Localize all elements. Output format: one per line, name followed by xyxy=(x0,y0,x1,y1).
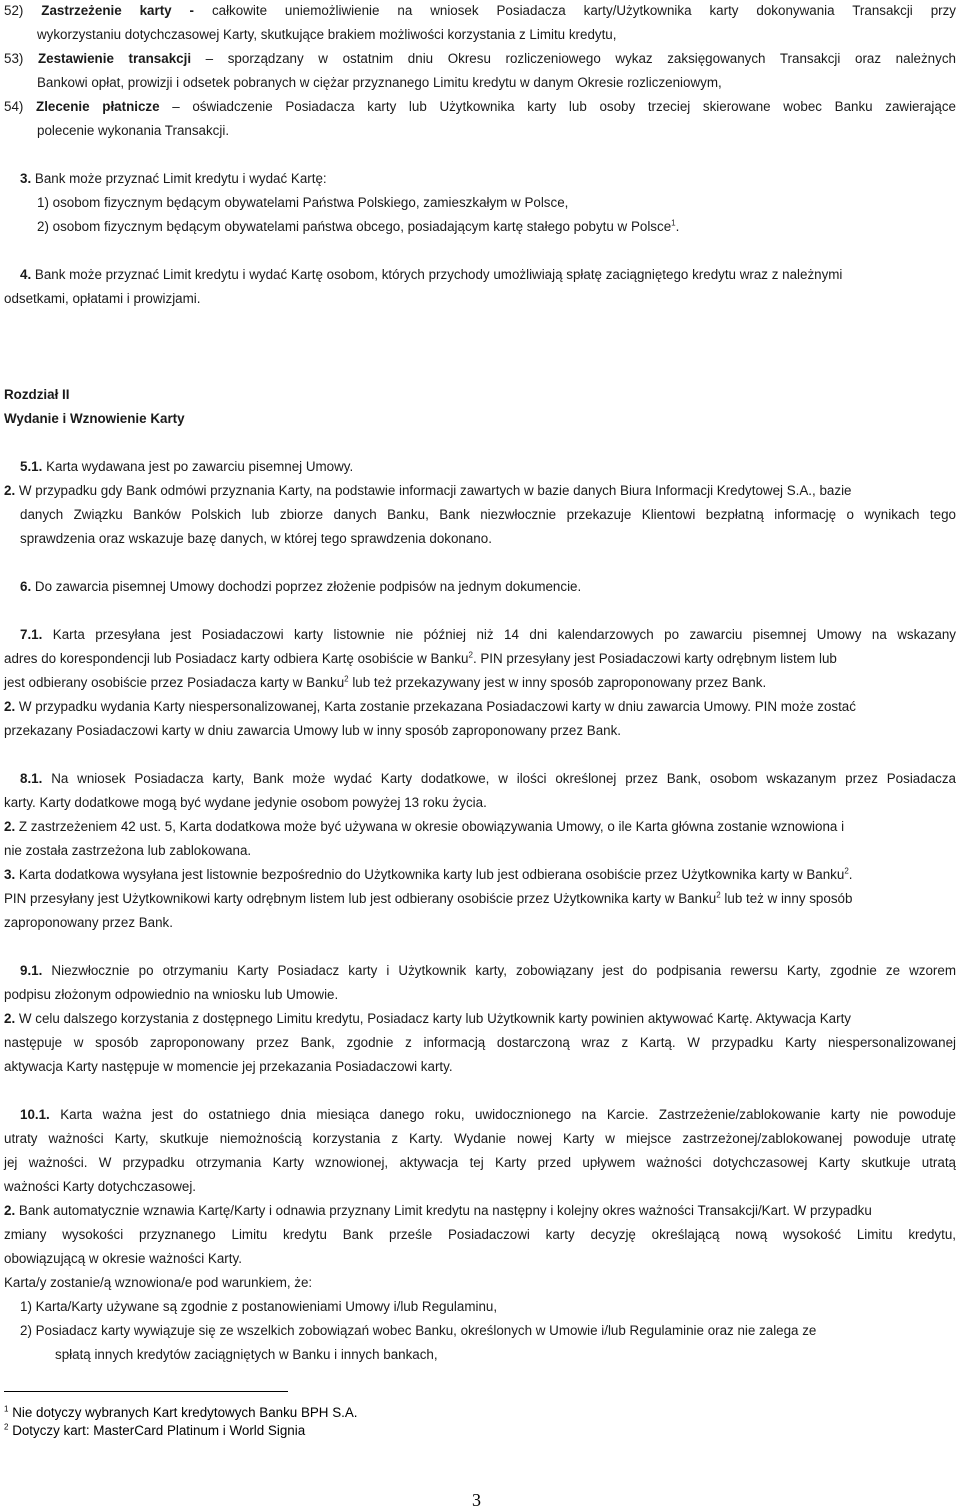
section-10-2-line-3: obowiązującą w okresie ważności Karty. xyxy=(4,1251,242,1266)
section-10-2-line-2: zmiany wysokości przyznanego Limitu kredytu Bank prześle Posiadaczowi karty decyzję określającą nową wysokość Limitu kredytu, xyxy=(4,1227,956,1242)
section-text: Niezwłocznie po otrzymaniu Karty Posiadacz karty i Użytkownik karty, zobowiązany jest do podpisania rewersu Karty, zgodnie ze wzorem xyxy=(51,963,956,978)
section-7-1-line-2 xyxy=(4,650,956,668)
definition-number: 54) xyxy=(4,99,24,114)
section-9-2-line-1 xyxy=(4,1010,956,1028)
section-5-2-line-2: danych Związku Banków Polskich lub zbiorze danych Banku, Bank niezwłocznie przekazuje Klientowi bezpłatną informację o wynikach tego xyxy=(20,507,956,522)
condition-2-line-1: 2) Posiadacz karty wywiązuje się ze wszelkich zobowiązań wobec Banku, określonych w Umowie i/lub Regulaminie oraz nie zalega ze xyxy=(20,1323,817,1338)
section-text: Do zawarcia pisemnej Umowy dochodzi poprzez złożenie podpisów na jednym dokumencie. xyxy=(34,579,582,594)
section-4-line-2: odsetkami, opłatami i prowizjami. xyxy=(4,291,201,306)
section-9-2-line-2: następuje w sposób zaproponowany przez Bank, zgodnie z informacją dostarczoną wraz z Kartą. W przypadku Karty niespersonalizowanej xyxy=(4,1035,956,1050)
footnote-text: Dotyczy kart: MasterCard Platinum i World Signia xyxy=(12,1423,306,1438)
footnote-ref: 2 xyxy=(344,674,349,684)
section-10-1-line-4: ważności Karty dotychczasowej. xyxy=(4,1179,197,1194)
definition-52-line-1 xyxy=(4,2,956,20)
definition-53-line-2: Bankowi opłat, prowizji i odsetek pobranych w ciężar przyznanego Limitu kredytu w danym Okresie rozliczeniowym, xyxy=(37,75,722,90)
section-text: Bank automatycznie wznawia Kartę/Karty i odnawia przyznany Limit kredytu na następny i kolejny okres ważności Transakcji/Kart. W przypadku xyxy=(18,1203,872,1218)
definition-54-line-2: polecenie wykonania Transakcji. xyxy=(37,123,230,138)
section-9-1-line-1 xyxy=(20,962,956,980)
section-number: 9.1. xyxy=(20,963,43,978)
footnote-ref: 1 xyxy=(671,218,676,228)
section-10-1-line-2: utraty ważności Karty, skutkuje niemożnością korzystania z Karty. Wydanie nowej Karty w miejsce zastrzeżonej/zablokowanej powoduje utratę xyxy=(4,1131,956,1146)
section-5-2-line-1 xyxy=(4,482,956,500)
section-text: jest odbierany osobiście przez Posiadacza karty w Banku xyxy=(4,675,345,690)
section-text: Karta ważna jest do ostatniego dnia miesiąca danego roku, uwidocznionego na Karcie. Zastrzeżenie/zablokowanie karty nie powoduje xyxy=(60,1107,956,1122)
section-number: 2. xyxy=(4,699,16,714)
footnote-ref: 2 xyxy=(844,866,849,876)
footnote-separator xyxy=(4,1391,288,1392)
definition-text: – sporządzany w ostatnim dniu Okresu rozliczeniowego wykaz zaksięgowanych Transakcji oraz należnych xyxy=(205,51,956,66)
section-number: 7.1. xyxy=(20,627,43,642)
definition-text: – oświadczenie Posiadacza karty lub Użytkownika karty lub osoby trzeciej skierowane wobec Banku zawierające xyxy=(172,99,956,114)
section-8-2-line-2: nie została zastrzeżona lub zablokowana. xyxy=(4,843,252,858)
section-3-intro xyxy=(20,170,956,188)
section-10-1-line-1 xyxy=(20,1106,956,1124)
condition-1: 1) Karta/Karty używane są zgodnie z postanowieniami Umowy i/lub Regulaminu, xyxy=(20,1299,498,1314)
footnote-mark: 2 xyxy=(4,1422,9,1432)
section-text: lub też w inny sposób xyxy=(720,891,853,906)
section-6 xyxy=(20,578,956,596)
definition-number: 52) xyxy=(4,3,24,18)
section-7-2-line-2: przekazany Posiadaczowi karty w dniu zawarcia Umowy lub w inny sposób zaproponowany przez Bank. xyxy=(4,723,622,738)
section-5-1 xyxy=(20,458,956,476)
section-10-2-line-4: Karta/y zostanie/ą wznowiona/e pod warunkiem, że: xyxy=(4,1275,313,1290)
section-5-2-line-3: sprawdzenia oraz wskazuje bazę danych, w której tego sprawdzenia dokonano. xyxy=(20,531,492,546)
section-text: Na wniosek Posiadacza karty, Bank może wydać Karty dodatkowe, w ilości określonej przez Bank, osobom wskazanym przez Posiadacza xyxy=(51,771,956,786)
section-8-1-line-1 xyxy=(20,770,956,788)
definition-term: Zestawienie transakcji xyxy=(37,51,192,66)
condition-2-line-2: spłatą innych kredytów zaciągniętych w Banku i innych bankach, xyxy=(55,1347,438,1362)
section-number: 2. xyxy=(4,1011,16,1026)
chapter-subtitle: Wydanie i Wznowienie Karty xyxy=(4,411,185,426)
section-number: 2. xyxy=(4,1203,16,1218)
definition-number: 53) xyxy=(4,51,24,66)
section-text: PIN przesyłany jest Użytkownikowi karty odrębnym listem lub jest odbierany osobiście przez Użytkownika karty w Banku xyxy=(4,891,717,906)
section-7-1-line-1 xyxy=(20,626,956,644)
section-text: Bank może przyznać Limit kredytu i wydać Kartę: xyxy=(34,171,327,186)
section-8-3-line-3: zaproponowany przez Bank. xyxy=(4,915,173,930)
section-number: 3. xyxy=(4,867,16,882)
section-4-line-1 xyxy=(20,266,956,284)
section-number: 8.1. xyxy=(20,771,43,786)
section-8-3-line-2 xyxy=(4,890,956,908)
point-end: . xyxy=(675,219,680,234)
section-number: 6. xyxy=(20,579,32,594)
section-8-1-line-2: karty. Karty dodatkowe mogą być wydane jedynie osobom powyżej 13 roku życia. xyxy=(4,795,487,810)
section-number: 10.1. xyxy=(20,1107,50,1122)
point-text: 2) osobom fizycznym będącym obywatelami państwa obcego, posiadającym kartę stałego pobytu w Polsce xyxy=(37,219,672,234)
section-number: 4. xyxy=(20,267,32,282)
section-number: 2. xyxy=(4,483,16,498)
definition-52-line-2: wykorzystaniu dotychczasowej Karty, skutkujące brakiem możliwości korzystania z Limitu kredytu, xyxy=(37,27,617,42)
section-number: 5.1. xyxy=(20,459,43,474)
definition-term: Zlecenie płatnicze xyxy=(36,99,160,114)
section-text: adres do korespondencji lub Posiadacz karty odbiera Kartę osobiście w Banku xyxy=(4,651,469,666)
section-3-point-1: 1) osobom fizycznym będącym obywatelami Państwa Polskiego, zamieszkałym w Polsce, xyxy=(37,195,569,210)
footnote-2 xyxy=(4,1423,305,1438)
section-7-2-line-1 xyxy=(4,698,956,716)
section-text: Karta przesyłana jest Posiadaczowi karty listownie nie później niż 14 dni kalendarzowych po zawarciu pisemnej Umowy na wskazany xyxy=(52,627,956,642)
section-text: W celu dalszego korzystania z dostępnego Limitu kredytu, Posiadacz karty lub Użytkownik karty powinien aktywować Kartę. Aktywacja Karty xyxy=(18,1011,851,1026)
section-number: 2. xyxy=(4,819,16,834)
section-8-2-line-1 xyxy=(4,818,956,836)
footnote-1 xyxy=(4,1405,358,1420)
chapter-title: Rozdział II xyxy=(4,387,70,402)
section-10-2-line-1 xyxy=(4,1202,956,1220)
section-text: Karta dodatkowa wysyłana jest listownie bezpośrednio do Użytkownika karty lub jest odbierana osobiście przez Użytkownika karty w Banku xyxy=(18,867,845,882)
footnote-ref: 2 xyxy=(716,890,721,900)
section-text: lub też przekazywany jest w inny sposób zaproponowany przez Bank. xyxy=(348,675,767,690)
footnote-text: Nie dotyczy wybranych Kart kredytowych Banku BPH S.A. xyxy=(12,1405,358,1420)
section-9-2-line-3: aktywacja Karty następuje w momencie jej przekazania Posiadaczowi karty. xyxy=(4,1059,453,1074)
section-8-3-line-1 xyxy=(4,866,956,884)
section-7-1-line-3 xyxy=(4,674,956,692)
section-text: W przypadku wydania Karty niespersonalizowanej, Karta zostanie przekazana Posiadaczowi karty w dniu zawarcia Umowy. PIN może zostać xyxy=(18,699,856,714)
section-text: . PIN przesyłany jest Posiadaczowi karty odrębnym listem lub xyxy=(472,651,837,666)
definition-53-line-1 xyxy=(4,50,956,68)
section-3-point-2 xyxy=(37,218,956,236)
section-10-1-line-3: jej ważności. W przypadku otrzymania Karty wznowionej, aktywacja tej Karty przed upływem ważności dotychczasowej Karty skutkuje utratą xyxy=(4,1155,956,1170)
page-number: 3 xyxy=(472,1490,481,1510)
section-text: Z zastrzeżeniem 42 ust. 5, Karta dodatkowa może być używana w okresie obowiązywania Umowy, o ile Karta główna zostanie wznowiona i xyxy=(18,819,845,834)
definition-text: całkowite uniemożliwienie na wniosek Posiadacza karty/Użytkownika karty dokonywania Transakcji przy xyxy=(211,3,956,18)
section-9-1-line-2: podpisu złożonym odpowiednio na wniosku lub Umowie. xyxy=(4,987,339,1002)
footnote-mark: 1 xyxy=(4,1404,9,1414)
section-text: W przypadku gdy Bank odmówi przyznania Karty, na podstawie informacji zawartych w bazie danych Biura Informacji Kredytowej S.A., bazie xyxy=(18,483,852,498)
section-text: . xyxy=(848,867,853,882)
section-text: Karta wydawana jest po zawarciu pisemnej Umowy. xyxy=(46,459,354,474)
section-text: Bank może przyznać Limit kredytu i wydać Kartę osobom, których przychody umożliwiają spłatę zaciągniętego kredytu wraz z należnymi xyxy=(34,267,843,282)
definition-54-line-1 xyxy=(4,98,956,116)
footnote-ref: 2 xyxy=(468,650,473,660)
section-number: 3. xyxy=(20,171,32,186)
definition-term: Zastrzeżenie karty - xyxy=(41,3,194,18)
